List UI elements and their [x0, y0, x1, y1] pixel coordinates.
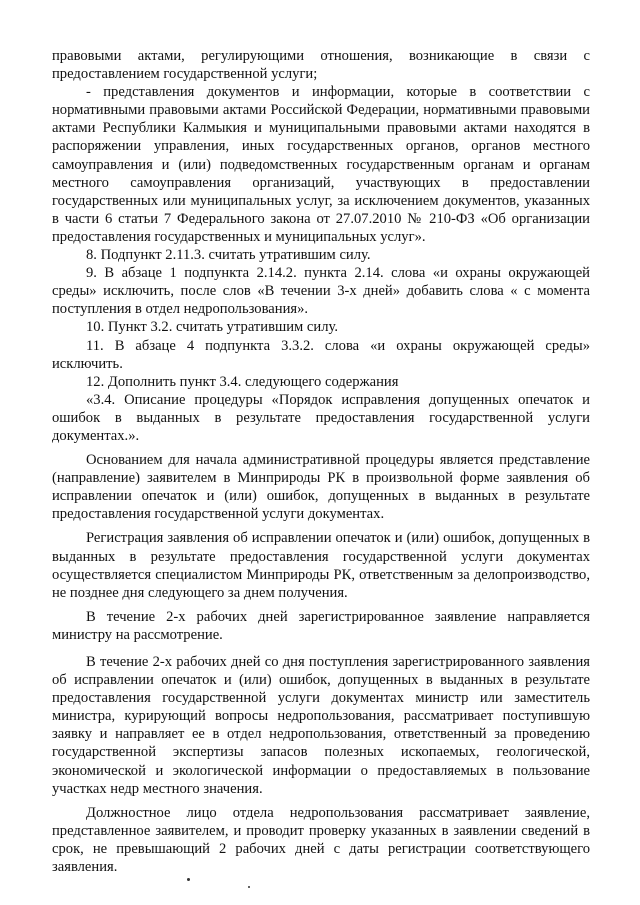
paragraph-2: - представления документов и информации, которые в соответствии с нормативными правовыми актами Российской Федерации, нормативными правовыми актами Республики Калмыкия и муниципальными правовыми актами находятся в распоряжении управления, иных государственных органов, органов местного самоуправления и (или) подведомственных государственным органам и органам местного самоуправления организаций, участвующих в предоставлении государственных или муниципальных услуг, за исключением документов, указанных в части 6 статьи 7 Федерального закона от 27.07.2010 № 210-ФЗ «Об организации предоставления государственных и муниципальных услуг». — [52, 84, 590, 245]
paragraph-13: Должностное лицо отдела недропользования рассматривает заявление, представленное заявителем, и проводит проверку указанных в заявлении сведений в срок, не превышающий 2 рабочих дней с даты регистрации соответствующего заявления. — [52, 804, 590, 876]
paragraph-6: 11. В абзаце 4 подпункта 3.3.2. слова «и охраны окружающей среды» исключить. — [52, 337, 590, 372]
paragraph-9: Основанием для начала административной процедуры является представление (направление) заявителем в Минприроды РК в произвольной форме заявления об исправлении опечаток и (или) ошибок, допущенных в выданных в результате предоставления государственной услуги документах. — [52, 452, 590, 523]
paragraph-1: правовыми актами, регулирующими отношения, возникающие в связи с предоставлением государственной услуги; — [52, 48, 590, 83]
paragraph-5: 10. Пункт 3.2. считать утратившим силу. — [86, 319, 338, 336]
paragraph-3: 8. Подпункт 2.11.3. считать утратившим силу. — [86, 247, 371, 264]
paragraph-10: Регистрация заявления об исправлении опечаток и (или) ошибок, допущенных в выданных в результате предоставления государственной услуги документах осуществляется специалистом Минприроды РК, ответственным за делопроизводство, не позднее дня следующего за днем получения. — [52, 530, 590, 601]
scan-speck-mark — [248, 886, 250, 888]
paragraph-11: В течение 2-х рабочих дней зарегистрированное заявление направляется министру на рассмотрение. — [52, 608, 590, 643]
paragraph-4: 9. В абзаце 1 подпункта 2.14.2. пункта 2.14. слова «и охраны окружающей среды» исключить, после слов «В течении 3-х дней» добавить слова « с момента поступления в отдел недропользования». — [52, 265, 590, 318]
scan-speck-mark — [187, 878, 190, 881]
paragraph-12: В течение 2-х рабочих дней со дня поступления зарегистрированного заявления об исправлении опечаток и (или) ошибок, допущенных в выданных в результате предоставления государственной услуги документах министр или заместитель министра, курирующий вопросы недропользования, рассматривает поступившую заявку и направляет ее в отдел недропользования, ответственный за проведению государственной экспертизы запасов полезных ископаемых, геологической, экономической и экологической информации о предоставляемых в пользование участках недр местного значения. — [52, 654, 590, 797]
paragraph-8: «3.4. Описание процедуры «Порядок исправления допущенных опечаток и ошибок в выданных в результате предоставления государственной услуги документах.». — [52, 391, 590, 444]
paragraph-7: 12. Дополнить пункт 3.4. следующего содержания — [86, 373, 399, 390]
